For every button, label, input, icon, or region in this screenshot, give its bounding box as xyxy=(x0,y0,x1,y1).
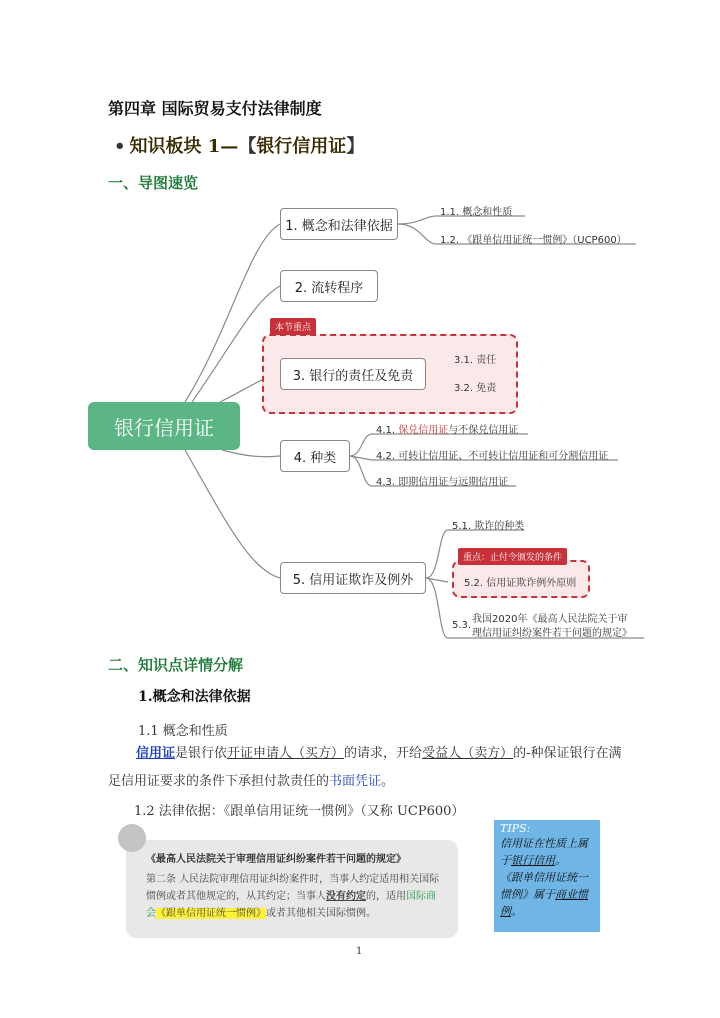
confirmed-lc-label: 保兑信用证 xyxy=(398,425,449,436)
section-title-details: 二、知识点详情分解 xyxy=(108,656,244,674)
leaf-4-2: 4.2. 可转让信用证、不可转让信用证和可分割信用证 xyxy=(376,451,609,462)
term-letter-of-credit: 信用证 xyxy=(136,746,176,761)
definition-paragraph: 信用证是银行依开证申请人（买方）的请求，开给受益人（卖方）的-种保证银行在满足信用证要求的条件下承担付款责任的书面凭证。 xyxy=(108,746,622,789)
leaf-3-2: 3.2. 免责 xyxy=(454,383,497,394)
written-instrument: 书面凭证 xyxy=(329,774,382,789)
leaf-1-2: 1.2. 《跟单信用证统一惯例》（UCP600） xyxy=(440,235,627,246)
bullet: • xyxy=(114,136,126,157)
quote-body: 第二条 人民法院审理信用证纠纷案件时，当事人约定适用相关国际惯例或者其他规定的，从其约定；当事人没有约定的，适用国际商会《跟单信用证统一惯例》或者其他相关国际惯例。 xyxy=(146,874,440,919)
branch-concept: 1. 概念和法律依据 xyxy=(280,208,398,240)
tips-title: TIPS: xyxy=(500,822,531,835)
chapter-title: 第四章 国际贸易支付法律制度 xyxy=(108,99,322,118)
bracket-open: 【 xyxy=(238,136,257,157)
leaf-5-2: 5.2. 信用证欺诈例外原则 xyxy=(464,578,577,589)
subheading-legal-basis: 1.2 法律依据：《跟单信用证统一惯例》（又称 UCP600） xyxy=(134,804,465,819)
quote-box xyxy=(126,840,458,938)
leaf-5-3-line1: 我国2020年《最高人民法院关于审 xyxy=(472,614,628,625)
subheading-concept-nature: 1.1 概念和性质 xyxy=(138,724,228,739)
branch-liability: 3. 银行的责任及免责 xyxy=(280,358,426,390)
key-section-tag: 本节重点 xyxy=(270,318,316,335)
leaf-4-3: 4.3. 即期信用证与远期信用证 xyxy=(376,477,509,488)
leaf-5-3-num: 5.3. xyxy=(452,620,472,631)
tips-box xyxy=(494,820,600,932)
bracket-close: 】 xyxy=(346,136,365,157)
key-point-tag: 重点：止付令颁发的条件 xyxy=(458,548,567,565)
module-name: 银行信用证 xyxy=(256,136,347,157)
tips-body: 信用证在性质上属于银行信用。 《跟单信用证统一惯例》属于商业惯例。 xyxy=(500,837,588,918)
quote-title: 《最高人民法院关于审理信用证纠纷案件若干问题的规定》 xyxy=(146,854,406,865)
mindmap-root: 银行信用证 xyxy=(88,402,240,450)
page-number: 1 xyxy=(356,946,363,957)
leaf-3-1: 3.1. 责任 xyxy=(454,355,497,366)
module-prefix: 知识板块 1— xyxy=(129,136,239,157)
beneficiary-label: 受益人（卖方） xyxy=(422,746,514,761)
leaf-1-1: 1.1. 概念和性质 xyxy=(440,207,513,218)
leaf-5-3-line2: 理信用证纠纷案件若干问题的规定》 xyxy=(472,628,632,639)
subheading-concept: 1.概念和法律依据 xyxy=(138,689,251,705)
leaf-5-1: 5.1. 欺诈的种类 xyxy=(452,521,525,532)
quote-decoration xyxy=(118,824,146,852)
branch-fraud: 5. 信用证欺诈及例外 xyxy=(280,562,426,594)
applicant-label: 开证申请人（买方） xyxy=(227,746,345,761)
leaf-4-1: 4.1. 保兑信用证与不保兑信用证 xyxy=(376,425,519,436)
branch-process: 2. 流转程序 xyxy=(280,270,378,302)
section-title-mindmap: 一、导图速览 xyxy=(108,174,199,192)
branch-types: 4. 种类 xyxy=(280,440,350,472)
